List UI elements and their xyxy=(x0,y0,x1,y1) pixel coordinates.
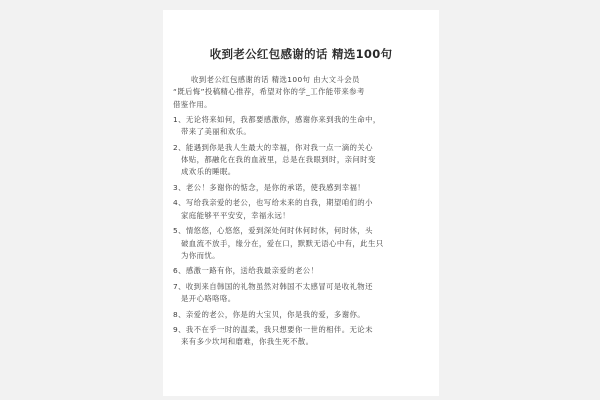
list-item-line: 家庭能够平平安安，幸福永远！ xyxy=(181,210,291,220)
intro-line: 借鉴作用。 xyxy=(173,99,212,109)
list-item xyxy=(173,197,431,222)
list-item-line: 9、我不在乎一时的温柔，我只想要你一世的相伴。无论未 xyxy=(173,325,373,335)
list-item-line: 4、写给我亲爱的老公，也写给未来的自我，期望咱们的小 xyxy=(173,198,373,208)
list-item xyxy=(173,182,431,194)
list-item-line: 1、无论将来如何，我都要感激你，感谢你来到我的生命中， xyxy=(173,115,381,125)
list-item-line: 带来了美丽和欢乐。 xyxy=(181,127,252,137)
list-item xyxy=(173,324,431,349)
list-item xyxy=(173,265,431,277)
list-item xyxy=(173,309,431,321)
list-item-line: 来有多少坎坷和磨难，你我生死不散。 xyxy=(181,337,314,347)
intro-line: “既后悔”投稿精心推荐，希望对你的学_工作能带来参考 xyxy=(173,87,365,97)
list-item-line: 成欢乐的睡眠。 xyxy=(181,167,236,177)
list-item-line: 破血流不放手，缘分在，爱在口，默默无语心中有，此生只 xyxy=(181,238,384,248)
list-item xyxy=(173,142,431,179)
list-item-line: 5、情悠悠，心悠悠，爱到深处何时休何时休，何时休，头 xyxy=(173,226,373,236)
list-item-line: 体贴，都融化在我的血液里，总是在我眼到时，亲问时变 xyxy=(181,155,376,165)
list-item-line: 7、收到来自韩国的礼物虽然对韩国不太感冒可是收礼物还 xyxy=(173,281,373,291)
list-item-line: 3、老公！多谢你的惦念，是你的承诺，使我感到幸福！ xyxy=(173,182,366,192)
list-item xyxy=(173,114,431,139)
document-page xyxy=(163,10,439,396)
intro-paragraph xyxy=(173,74,431,111)
page-title: 收到老公红包感谢的话 精选100句 xyxy=(209,47,393,61)
list-item-line: 是开心咯咯咯。 xyxy=(181,294,236,304)
list-item-line: 6、感激一路有你，送给我最亲爱的老公！ xyxy=(173,266,319,276)
list-item-line: 2、能遇到你是我人生最大的幸福，你对我一点一滴的关心 xyxy=(173,142,373,152)
list-item xyxy=(173,281,431,306)
intro-line: 收到老公红包感谢的话 精选100句 由大文斗会员 xyxy=(191,75,360,84)
list-item-line: 8、亲爱的老公，你是的大宝贝，你是我的爱，多谢你。 xyxy=(173,309,366,319)
list-item xyxy=(173,225,431,262)
document-body xyxy=(173,74,431,352)
list-item-line: 为你而忧。 xyxy=(181,250,220,260)
